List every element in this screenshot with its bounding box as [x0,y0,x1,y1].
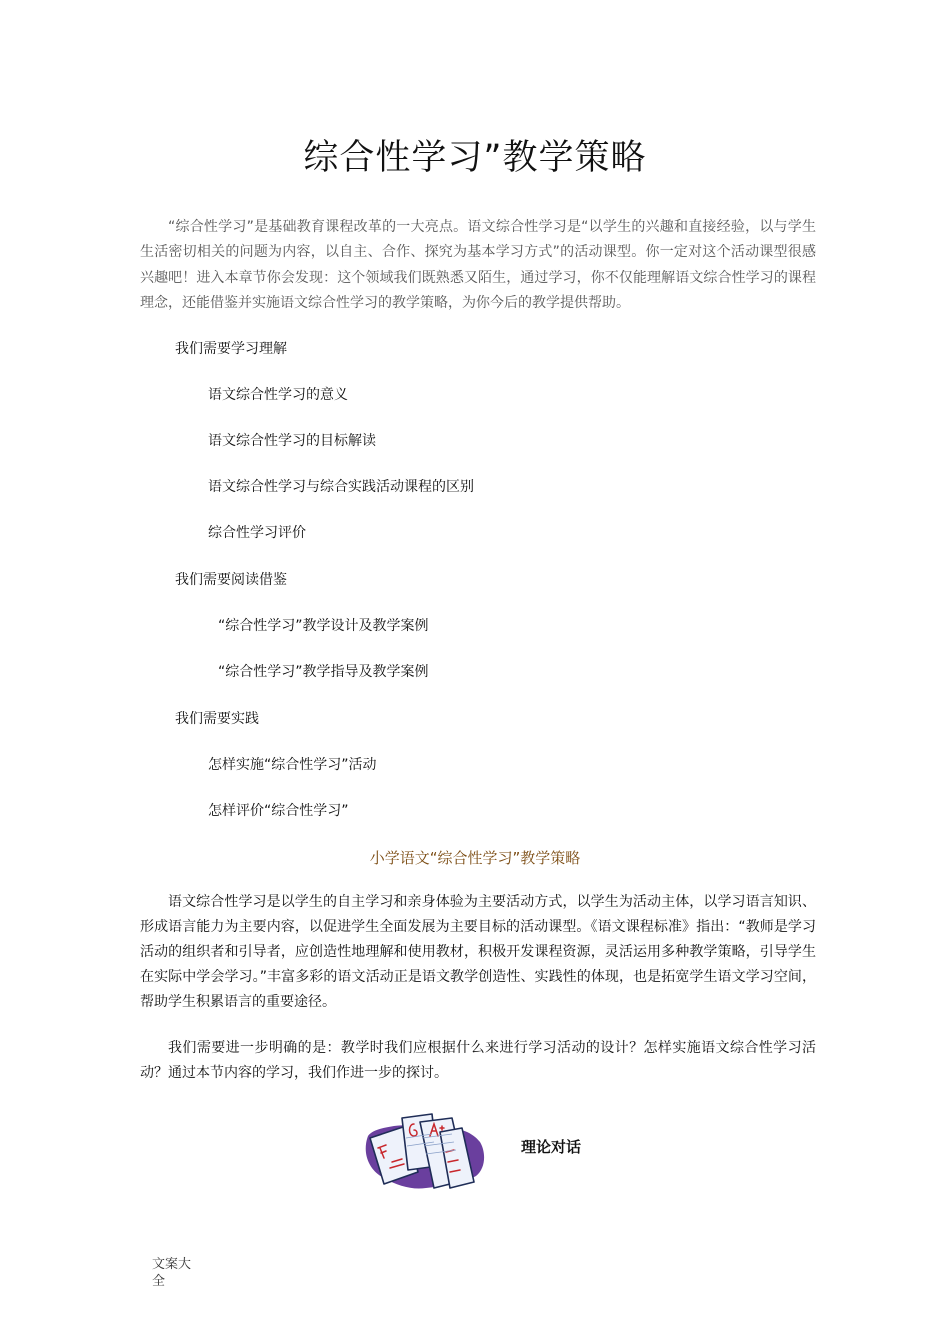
outline-item: “综合性学习”教学设计及教学案例 [218,618,429,634]
outline-item: 综合性学习评价 [208,525,306,541]
outline-item: 语文综合性学习的目标解读 [208,433,376,449]
outline-item: “综合性学习”教学指导及教学案例 [218,664,429,680]
outline-item: 怎样实施“综合性学习”活动 [208,757,377,773]
intro-text: “综合性学习”是基础教育课程改革的一大亮点。语文综合性学习是“以学生的兴趣和直接经验，以与学生生活密切相关的问题为内容，以自主、合作、探究为基本学习方式”的活动课型。你一定对这个活动课型很感兴趣吧！进入本章节你会发现：这个领域我们既熟悉又陌生，通过学习，你不仅能理解语文综合性学习的课程理念，还能借鉴并实施语文综合性学习的教学策略，为你今后的教学提供帮助。 [140,219,816,311]
outline-item: 怎样评价“综合性学习” [208,803,349,819]
document-title: 综合性学习”教学策略 [303,138,647,178]
body-paragraph-2 [140,1036,816,1086]
theory-dialogue-label: 理论对话 [521,1138,582,1156]
outline-heading-understand: 我们需要学习理解 [175,341,287,357]
body-paragraph-1 [140,890,816,1015]
body-text: 语文综合性学习是以学生的自主学习和亲身体验为主要活动方式，以学生为活动主体，以学习语言知识、形成语言能力为主要内容，以促进学生全面发展为主要目标的活动课型。《语文课程标准》指出：“教师是学习活动的组织者和引导者，应创造性地理解和使用教材，积极开发课程资源，灵活运用多种教学策略，引导学生在实际中学会学习。”丰富多彩的语文活动正是语文教学创造性、实践性的体现，也是拓宽学生语文学习空间，帮助学生积累语言的重要途径。 [140,894,816,1010]
footer-text: 文案大全 [152,1257,192,1289]
section-title: 小学语文“综合性学习”教学策略 [369,849,581,867]
outline-heading-read: 我们需要阅读借鉴 [175,572,287,588]
graded-papers-illustration [362,1108,490,1204]
body-text: 我们需要进一步明确的是：教学时我们应根据什么来进行学习活动的设计？怎样实施语文综合性学习活动？通过本节内容的学习，我们作进一步的探讨。 [140,1040,816,1081]
intro-paragraph [140,215,816,316]
outline-item: 语文综合性学习的意义 [208,387,348,403]
outline-heading-practice: 我们需要实践 [175,711,259,727]
outline-item: 语文综合性学习与综合实践活动课程的区别 [208,479,474,495]
